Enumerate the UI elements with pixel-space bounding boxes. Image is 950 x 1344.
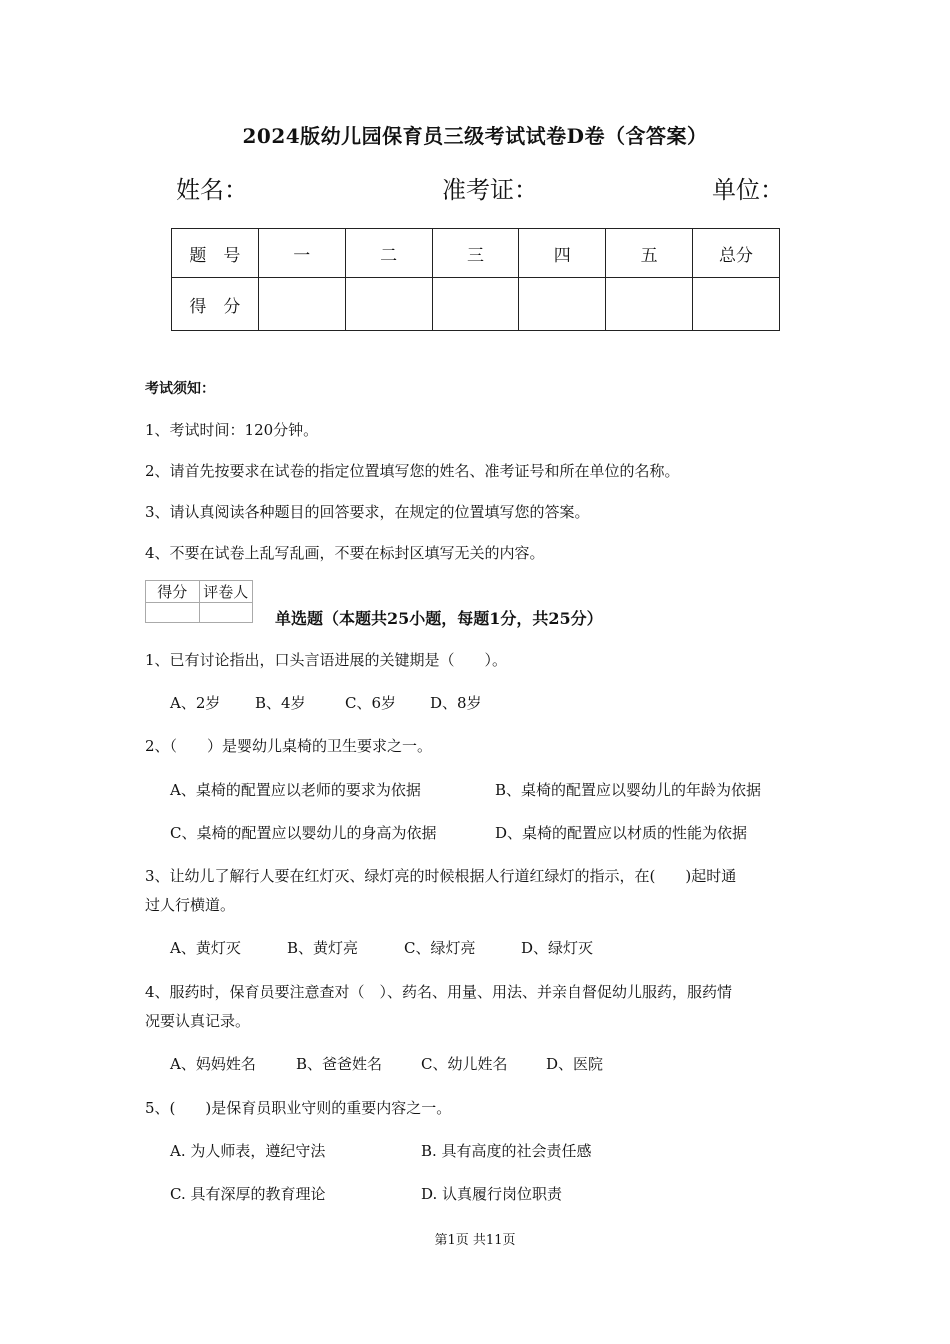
unit-label: 单位： bbox=[712, 176, 784, 204]
question-option: A、妈妈姓名 bbox=[170, 1055, 256, 1073]
question-stem: 4、服药时，保育员要注意查对（ ）、药名、用量、用法、并亲自督促幼儿服药，服药情 bbox=[145, 983, 733, 1001]
grader-reviewer-label: 评卷人 bbox=[199, 581, 253, 603]
grader-box bbox=[145, 580, 253, 623]
question-option: B、桌椅的配置应以婴幼儿的年龄为依据 bbox=[495, 781, 762, 799]
question-stem: 5、( )是保育员职业守则的重要内容之一。 bbox=[145, 1099, 452, 1117]
score-table-header-row bbox=[172, 229, 780, 278]
question-option: C、桌椅的配置应以婴幼儿的身高为依据 bbox=[170, 824, 437, 842]
score-cell[interactable] bbox=[432, 278, 519, 331]
question-option: C、6岁 bbox=[345, 694, 397, 712]
score-cell[interactable] bbox=[606, 278, 693, 331]
question-option: C、绿灯亮 bbox=[404, 939, 476, 957]
question-stem-continued: 过人行横道。 bbox=[145, 896, 236, 914]
question-option: D. 认真履行岗位职责 bbox=[421, 1185, 563, 1203]
score-header-cell: 总分 bbox=[693, 229, 780, 278]
notice-heading: 考试须知： bbox=[145, 381, 215, 397]
question-option: C. 具有深厚的教育理论 bbox=[170, 1185, 326, 1203]
name-label: 姓名： bbox=[176, 176, 248, 204]
grader-score-label: 得分 bbox=[146, 581, 200, 603]
exam-number-label: 准考证： bbox=[442, 176, 538, 204]
section-title: 单选题（本题共25小题，每题1分，共25分） bbox=[275, 609, 603, 628]
score-cell[interactable] bbox=[519, 278, 606, 331]
question-option: D、8岁 bbox=[430, 694, 482, 712]
notice-item: 1、考试时间：120分钟。 bbox=[145, 421, 319, 439]
question-stem: 1、已有讨论指出，口头言语进展的关键期是（ ）。 bbox=[145, 651, 508, 669]
notice-item: 2、请首先按要求在试卷的指定位置填写您的姓名、准考证号和所在单位的名称。 bbox=[145, 462, 680, 480]
question-option: D、绿灯灭 bbox=[521, 939, 594, 957]
score-header-cell: 题 号 bbox=[172, 229, 259, 278]
score-table bbox=[171, 228, 780, 331]
notice-item: 3、请认真阅读各种题目的回答要求，在规定的位置填写您的答案。 bbox=[145, 503, 590, 521]
score-table-score-row bbox=[172, 278, 780, 331]
question-stem: 2、（ ）是婴幼儿桌椅的卫生要求之一。 bbox=[145, 737, 433, 755]
score-cell[interactable] bbox=[258, 278, 345, 331]
question-option: A、黄灯灭 bbox=[170, 939, 241, 957]
score-header-cell: 二 bbox=[345, 229, 432, 278]
question-option: B. 具有高度的社会责任感 bbox=[421, 1142, 592, 1160]
question-option: A、桌椅的配置应以老师的要求为依据 bbox=[170, 781, 421, 799]
question-option: C、幼儿姓名 bbox=[421, 1055, 508, 1073]
score-cell[interactable] bbox=[345, 278, 432, 331]
grader-reviewer-cell[interactable] bbox=[199, 603, 253, 623]
notice-item: 4、不要在试卷上乱写乱画，不要在标封区填写无关的内容。 bbox=[145, 544, 545, 562]
question-option: D、医院 bbox=[546, 1055, 604, 1073]
question-option: B、爸爸姓名 bbox=[296, 1055, 383, 1073]
score-header-cell: 一 bbox=[258, 229, 345, 278]
grader-score-cell[interactable] bbox=[146, 603, 200, 623]
question-option: B、黄灯亮 bbox=[287, 939, 359, 957]
page-footer: 第1页 共11页 bbox=[434, 1233, 516, 1248]
question-option: B、4岁 bbox=[255, 694, 306, 712]
question-option: D、桌椅的配置应以材质的性能为依据 bbox=[495, 824, 748, 842]
question-stem-continued: 况要认真记录。 bbox=[145, 1012, 251, 1030]
score-header-cell: 三 bbox=[432, 229, 519, 278]
document-title: 2024版幼儿园保育员三级考试试卷D卷（含答案） bbox=[242, 124, 708, 148]
score-header-cell: 五 bbox=[606, 229, 693, 278]
question-option: A、2岁 bbox=[170, 694, 221, 712]
question-option: A. 为人师表，遵纪守法 bbox=[170, 1142, 326, 1160]
score-cell[interactable] bbox=[693, 278, 780, 331]
score-header-cell: 四 bbox=[519, 229, 606, 278]
question-stem: 3、让幼儿了解行人要在红灯灭、绿灯亮的时候根据人行道红绿灯的指示，在( )起时通 bbox=[145, 867, 737, 885]
score-row-label: 得 分 bbox=[172, 278, 259, 331]
